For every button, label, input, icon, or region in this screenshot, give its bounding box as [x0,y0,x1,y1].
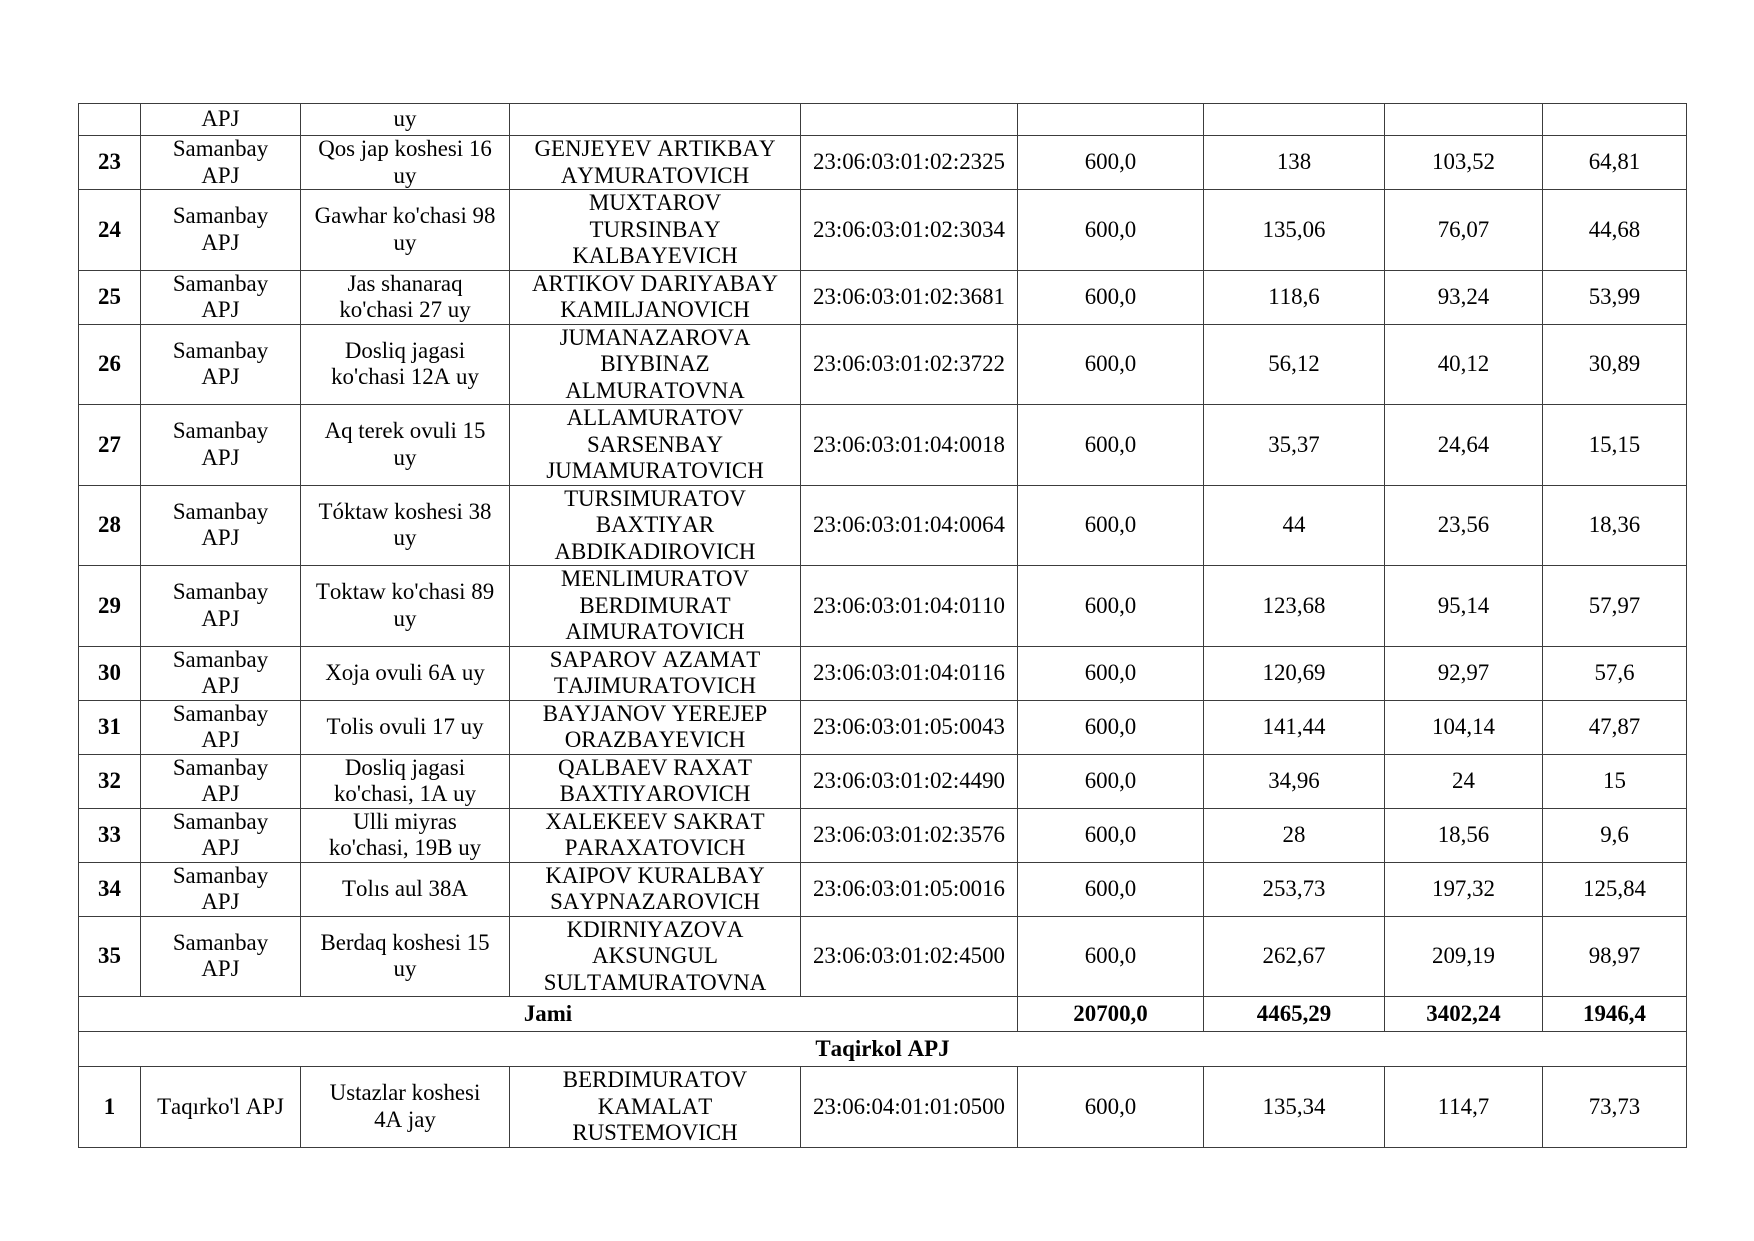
section-title: Taqirkol APJ [79,1032,1687,1067]
area-cell: 600,0 [1018,270,1204,324]
district-cell: Samanbay APJ [141,808,301,862]
value-2-cell: 24,64 [1385,405,1543,486]
value-3-cell: 15,15 [1543,405,1687,486]
address-cell: Dosliq jagasi ko'chasi 12A uy [301,324,510,405]
value-1-cell: 141,44 [1204,700,1385,754]
section-header-row [79,1032,1687,1067]
value-2-cell: 93,24 [1385,270,1543,324]
district-cell: Samanbay APJ [141,190,301,271]
value-3-cell: 15 [1543,754,1687,808]
district-cell: Samanbay APJ [141,916,301,997]
row-number: 29 [79,566,141,647]
table-row [79,646,1687,700]
address-cell: Ulli miyras ko'chasi, 19B uy [301,808,510,862]
owner-name-cell: BAYJANOV YEREJEP ORAZBAYEVICH [510,700,801,754]
address-cell: Qos jap koshesi 16 uy [301,136,510,190]
area-cell: 600,0 [1018,190,1204,271]
value-3-cell: 57,97 [1543,566,1687,647]
cadastral-number-cell: 23:06:04:01:01:0500 [801,1067,1018,1148]
address-cell: Toktaw ko'chasi 89 uy [301,566,510,647]
cadastral-number-cell: 23:06:03:01:02:3681 [801,270,1018,324]
area-cell: 600,0 [1018,566,1204,647]
value-1-cell: 28 [1204,808,1385,862]
owner-name-cell: JUMANAZAROVA BIYBINAZ ALMURATOVNA [510,324,801,405]
value-2-cell: 23,56 [1385,485,1543,566]
row-number: 1 [79,1067,141,1148]
owner-name-cell: BERDIMURATOV KAMALAT RUSTEMOVICH [510,1067,801,1148]
row-number: 28 [79,485,141,566]
total-value-2-cell: 3402,24 [1385,997,1543,1032]
empty-cell [510,104,801,136]
district-cell: Samanbay APJ [141,566,301,647]
total-label: Jami [79,997,1018,1032]
owner-name-cell: MUXTAROV TURSINBAY KALBAYEVICH [510,190,801,271]
table-row [79,700,1687,754]
table-row [79,808,1687,862]
total-value-3-cell: 1946,4 [1543,997,1687,1032]
owner-name-cell: ARTIKOV DARIYABAY KAMILJANOVICH [510,270,801,324]
district-cell: Samanbay APJ [141,754,301,808]
owner-name-cell: KDIRNIYAZOVA AKSUNGUL SULTAMURATOVNA [510,916,801,997]
value-2-cell: 103,52 [1385,136,1543,190]
value-3-cell: 30,89 [1543,324,1687,405]
cadastral-number-cell: 23:06:03:01:04:0064 [801,485,1018,566]
value-3-cell: 98,97 [1543,916,1687,997]
cadastral-number-cell: 23:06:03:01:05:0043 [801,700,1018,754]
empty-cell [1204,104,1385,136]
value-1-cell: 34,96 [1204,754,1385,808]
address-cell: Tolis ovuli 17 uy [301,700,510,754]
value-1-cell: 44 [1204,485,1385,566]
row-number: 23 [79,136,141,190]
cadastral-number-cell: 23:06:03:01:02:3034 [801,190,1018,271]
area-cell: 600,0 [1018,754,1204,808]
address-cell: Aq terek ovuli 15 uy [301,405,510,486]
total-row [79,997,1687,1032]
row-number: 31 [79,700,141,754]
area-cell: 600,0 [1018,700,1204,754]
total-value-1-cell: 4465,29 [1204,997,1385,1032]
continuation-row [79,104,1687,136]
value-2-cell: 24 [1385,754,1543,808]
area-cell: 600,0 [1018,1067,1204,1148]
value-3-cell: 9,6 [1543,808,1687,862]
owner-name-cell: XALEKEEV SAKRAT PARAXATOVICH [510,808,801,862]
address-cell: Tolıs aul 38A [301,862,510,916]
address-cell: Berdaq koshesi 15 uy [301,916,510,997]
cadastral-number-cell: 23:06:03:01:05:0016 [801,862,1018,916]
value-3-cell: 47,87 [1543,700,1687,754]
row-number: 30 [79,646,141,700]
value-1-cell: 118,6 [1204,270,1385,324]
value-3-cell: 44,68 [1543,190,1687,271]
value-1-cell: 135,06 [1204,190,1385,271]
district-cell: Samanbay APJ [141,646,301,700]
row-number: 33 [79,808,141,862]
district-cell: Samanbay APJ [141,700,301,754]
value-3-cell: 53,99 [1543,270,1687,324]
address-cell: Ustazlar koshesi 4A jay [301,1067,510,1148]
area-cell: 600,0 [1018,808,1204,862]
district-cell: Taqırko'l APJ [141,1067,301,1148]
row-number: 35 [79,916,141,997]
table-row [79,566,1687,647]
address-cell: Gawhar ko'chasi 98 uy [301,190,510,271]
cadastral-number-cell: 23:06:03:01:02:3722 [801,324,1018,405]
value-1-cell: 138 [1204,136,1385,190]
area-cell: 600,0 [1018,485,1204,566]
cadastral-number-cell: 23:06:03:01:02:4490 [801,754,1018,808]
land-plot-table [78,103,1687,1148]
empty-cell [1018,104,1204,136]
district-cell: Samanbay APJ [141,270,301,324]
district-cell: Samanbay APJ [141,485,301,566]
empty-cell [1543,104,1687,136]
owner-name-cell: ALLAMURATOV SARSENBAY JUMAMURATOVICH [510,405,801,486]
owner-name-cell: QALBAEV RAXAT BAXTIYAROVICH [510,754,801,808]
value-2-cell: 95,14 [1385,566,1543,647]
value-3-cell: 125,84 [1543,862,1687,916]
district-cell: Samanbay APJ [141,324,301,405]
value-1-cell: 123,68 [1204,566,1385,647]
table-row [79,405,1687,486]
table-row [79,270,1687,324]
district-cell: Samanbay APJ [141,862,301,916]
table-row [79,136,1687,190]
area-cell: 600,0 [1018,646,1204,700]
owner-name-cell: GENJEYEV ARTIKBAY AYMURATOVICH [510,136,801,190]
cadastral-number-cell: 23:06:03:01:04:0116 [801,646,1018,700]
area-cell: 600,0 [1018,324,1204,405]
owner-name-cell: TURSIMURATOV BAXTIYAR ABDIKADIROVICH [510,485,801,566]
owner-name-cell: MENLIMURATOV BERDIMURAT AIMURATOVICH [510,566,801,647]
value-3-cell: 64,81 [1543,136,1687,190]
empty-cell [79,104,141,136]
table-row [79,916,1687,997]
district-cell: Samanbay APJ [141,136,301,190]
empty-cell [801,104,1018,136]
area-cell: 600,0 [1018,862,1204,916]
table-row [79,862,1687,916]
value-2-cell: 209,19 [1385,916,1543,997]
value-3-cell: 18,36 [1543,485,1687,566]
value-2-cell: 92,97 [1385,646,1543,700]
value-2-cell: 114,7 [1385,1067,1543,1148]
cadastral-number-cell: 23:06:03:01:02:2325 [801,136,1018,190]
row-number: 34 [79,862,141,916]
address-cell: Dosliq jagasi ko'chasi, 1A uy [301,754,510,808]
cadastral-number-cell: 23:06:03:01:02:4500 [801,916,1018,997]
owner-name-cell: KAIPOV KURALBAY SAYPNAZAROVICH [510,862,801,916]
value-1-cell: 135,34 [1204,1067,1385,1148]
district-cell: Samanbay APJ [141,405,301,486]
row-number: 24 [79,190,141,271]
value-2-cell: 104,14 [1385,700,1543,754]
area-cell: 600,0 [1018,405,1204,486]
value-1-cell: 35,37 [1204,405,1385,486]
address-cell: uy [301,104,510,136]
area-cell: 600,0 [1018,136,1204,190]
row-number: 25 [79,270,141,324]
value-1-cell: 253,73 [1204,862,1385,916]
value-2-cell: 40,12 [1385,324,1543,405]
total-area-cell: 20700,0 [1018,997,1204,1032]
table-row [79,324,1687,405]
row-number: 32 [79,754,141,808]
district-cell: APJ [141,104,301,136]
address-cell: Jas shanaraq ko'chasi 27 uy [301,270,510,324]
row-number: 26 [79,324,141,405]
cadastral-number-cell: 23:06:03:01:04:0110 [801,566,1018,647]
empty-cell [1385,104,1543,136]
value-1-cell: 262,67 [1204,916,1385,997]
value-2-cell: 76,07 [1385,190,1543,271]
area-cell: 600,0 [1018,916,1204,997]
owner-name-cell: SAPAROV AZAMAT TAJIMURATOVICH [510,646,801,700]
cadastral-number-cell: 23:06:03:01:02:3576 [801,808,1018,862]
address-cell: Tóktaw koshesi 38 uy [301,485,510,566]
table-row [79,754,1687,808]
address-cell: Xoja ovuli 6A uy [301,646,510,700]
value-2-cell: 18,56 [1385,808,1543,862]
value-3-cell: 73,73 [1543,1067,1687,1148]
row-number: 27 [79,405,141,486]
value-1-cell: 56,12 [1204,324,1385,405]
table-row [79,190,1687,271]
value-1-cell: 120,69 [1204,646,1385,700]
cadastral-number-cell: 23:06:03:01:04:0018 [801,405,1018,486]
value-3-cell: 57,6 [1543,646,1687,700]
value-2-cell: 197,32 [1385,862,1543,916]
table-row [79,485,1687,566]
table-row [79,1067,1687,1148]
